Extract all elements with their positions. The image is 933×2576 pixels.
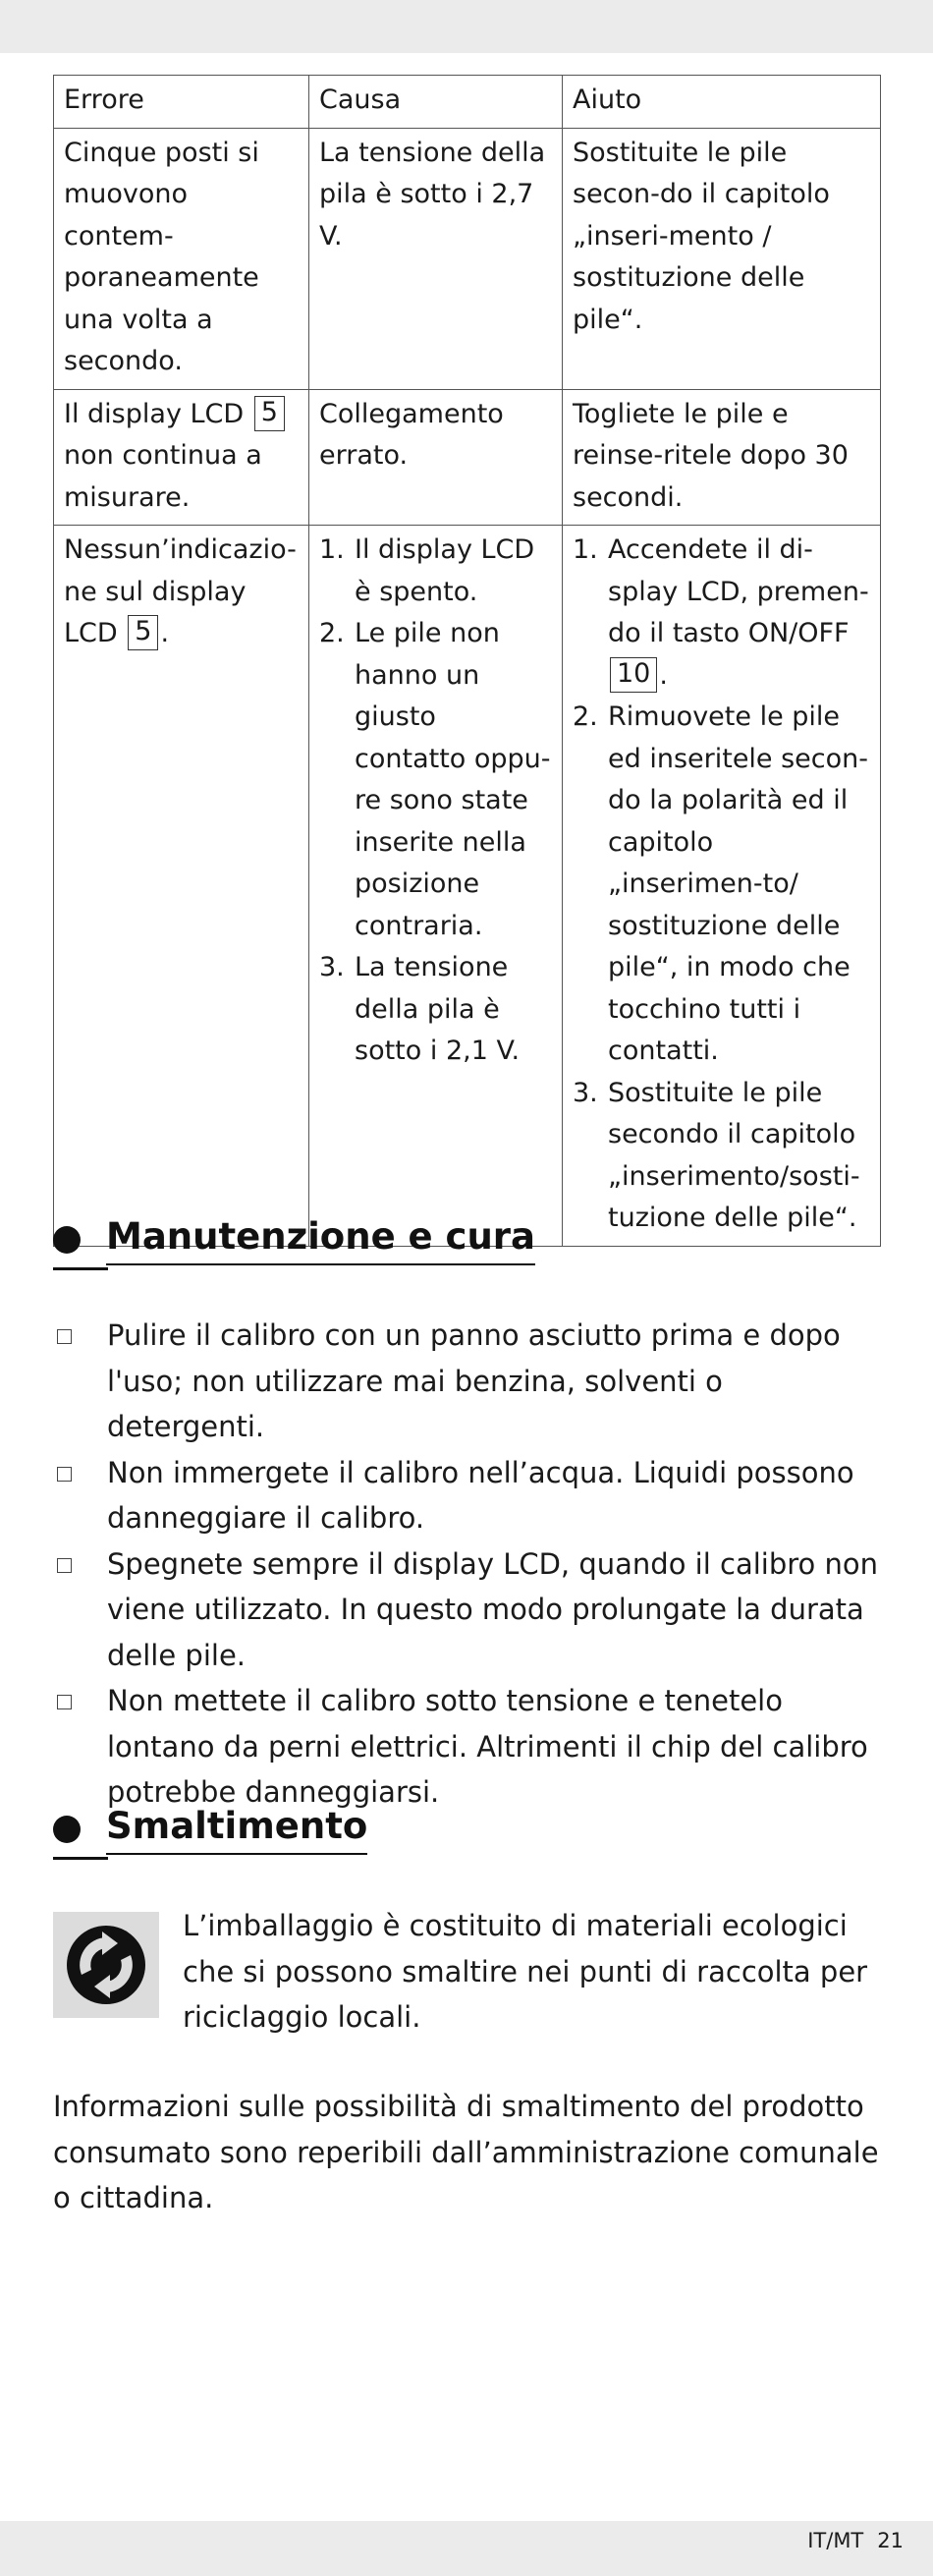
section-bullet-icon	[53, 1816, 81, 1843]
troubleshooting-table	[53, 75, 881, 1247]
section-title: Smaltimento	[106, 1804, 367, 1855]
disposal-heading	[53, 1804, 367, 1855]
list-item: 3. La tensione della pila è sotto i 2,1 V.	[319, 952, 521, 1066]
maintenance-list	[53, 1313, 888, 1816]
list-item: Non immergete il calibro nell’acqua. Liquidi possono danneggiare il calibro.	[53, 1450, 888, 1541]
page-footer	[807, 2529, 904, 2552]
page-number: 21	[877, 2529, 904, 2552]
row2-help: Togliete le pile e reinse-ritele dopo 30 secondi.	[563, 389, 881, 526]
help-list	[573, 530, 872, 1240]
top-margin-bar	[0, 0, 933, 53]
table-row	[54, 526, 881, 1247]
row1-help: Sostituite le pile secon-do il capitolo „inseri-mento / sostituzione delle pile“.	[563, 128, 881, 389]
heading-underline	[53, 1267, 108, 1270]
ref-number-box: 10	[610, 657, 657, 693]
row3-error: Nessun’indicazio-ne sul display LCD 5 .	[54, 526, 309, 1247]
checkbox-square-icon	[57, 1467, 72, 1482]
footer-locale: IT/MT	[807, 2529, 864, 2552]
ref-number-box: 5	[128, 615, 158, 650]
list-item: 1. Accendete il di-splay LCD, premen-do il tasto ON/OFF 10 .	[573, 534, 869, 691]
row3-causes	[309, 526, 563, 1247]
row2-cause: Collegamento errato.	[309, 389, 563, 526]
list-item: 2. Rimuovete le pile ed inseritele secon-do la polarità ed il capitolo „inserimen-to/ sostituzione delle pile“, in modo che tocchino tutti i contatti.	[573, 701, 869, 1066]
cause-list	[319, 530, 554, 1073]
list-item: 2. Le pile non hanno un giusto contatto oppu-re sono state inserite nella posizione contraria.	[319, 618, 551, 941]
section-bullet-icon	[53, 1226, 81, 1254]
bottom-margin-bar	[0, 2521, 933, 2576]
maintenance-heading	[53, 1214, 535, 1265]
row2-error: Il display LCD 5 non continua a misurare.	[54, 389, 309, 526]
row1-error: Cinque posti si muovono contem-poraneamente una volta a secondo.	[54, 128, 309, 389]
green-dot-recycling-icon	[53, 1912, 159, 2018]
list-item: 1. Il display LCD è spento.	[319, 534, 535, 607]
header-aiuto: Aiuto	[563, 76, 881, 129]
row1-cause: La tensione della pila è sotto i 2,7 V.	[309, 128, 563, 389]
section-title: Manutenzione e cura	[106, 1214, 535, 1265]
header-errore: Errore	[54, 76, 309, 129]
checkbox-square-icon	[57, 1329, 72, 1344]
list-item: Spegnete sempre il display LCD, quando il calibro non viene utilizzato. In questo modo prolungate la durata delle pile.	[53, 1541, 888, 1679]
ref-number-box: 5	[254, 396, 285, 431]
disposal-info-text: Informazioni sulle possibilità di smaltimento del prodotto consumato sono reperibili dall’amministrazione comunale o cittadina.	[53, 2090, 879, 2214]
row3-help	[563, 526, 881, 1247]
table-row	[54, 389, 881, 526]
header-causa: Causa	[309, 76, 563, 129]
list-item: Non mettete il calibro sotto tensione e tenetelo lontano da perni elettrici. Altrimenti il chip del calibro potrebbe danneggiarsi.	[53, 1678, 888, 1816]
list-item: 3. Sostituite le pile secondo il capitolo „inserimento/sosti-tuzione delle pile“.	[573, 1077, 860, 1233]
list-item: Pulire il calibro con un panno asciutto prima e dopo l'uso; non utilizzare mai benzina, solventi o detergenti.	[53, 1313, 888, 1450]
table-row	[54, 128, 881, 389]
checkbox-square-icon	[57, 1695, 72, 1709]
packaging-text: L’imballaggio è costituito di materiali ecologici che si possono smaltire nei punti di raccolta per riciclaggio locali.	[183, 1909, 868, 2034]
table-header-row	[54, 76, 881, 129]
checkbox-square-icon	[57, 1558, 72, 1573]
heading-underline	[53, 1857, 108, 1860]
